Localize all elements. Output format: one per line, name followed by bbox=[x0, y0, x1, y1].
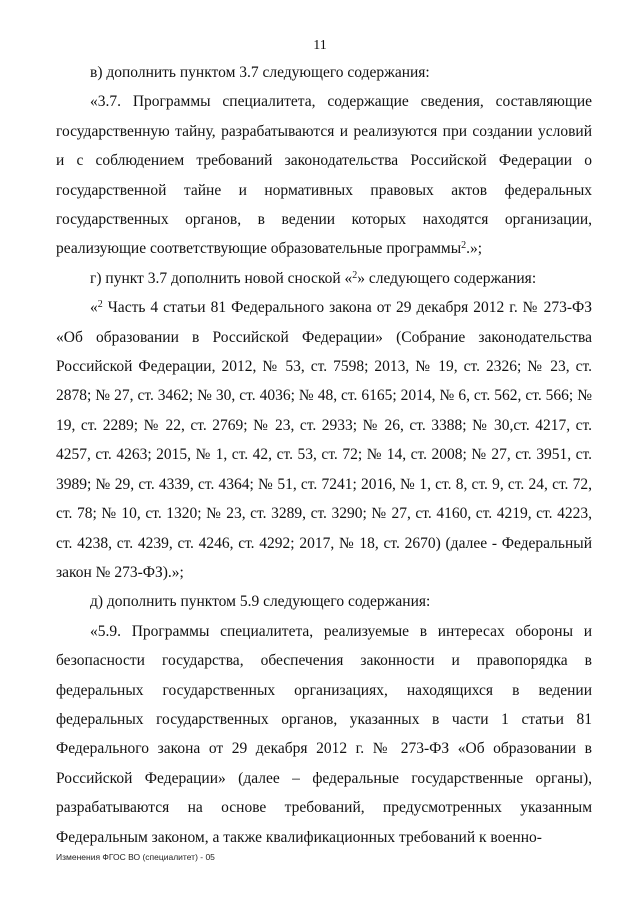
page-number: 11 bbox=[313, 38, 327, 53]
footnote-ref: 2 bbox=[97, 299, 103, 311]
paragraph-5-9: «5.9. Программы специалитета, реализуемые в интересах обороны и безопасности государства, обеспечения законности и правопорядка в федеральных государственных организациях, находящихся в ведении федеральных государственных органов, указанных в части 1 статьи 81 Федерального закона от 29 декабря 2012 г. № 273-ФЗ «Об образовании в Российской Федерации» (далее – федеральные государственные органы), разрабатываются на основе требований, предусмотренных указанным Федеральным законом, а также квалификационных требований к военно- bbox=[56, 622, 592, 846]
footnote-ref: 2 bbox=[352, 269, 358, 281]
page-footer: Изменения ФГОС ВО (специалитет) - 05 bbox=[56, 852, 215, 862]
footnote-ref: 2 bbox=[461, 240, 467, 252]
paragraph-footnote-2: «$^2$ Часть 4 статьи 81 Федерального закона от 29 декабря 2012 г. № 273-ФЗ «Об образовании в Российской Федерации» (Собрание законодательства Российской Федерации, 2012, № 53, ст. 7598; 2013, № 19, ст. 2326; № 23, ст. 2878; № 27, ст. 3462; № 30, ст. 4036; № 48, ст. 6165; 2014, № 6, ст. 562, ст. 566; № 19, ст. 2289; № 22, ст. 2769; № 23, ст. 2933; № 26, ст. 3388; № 30,ст. 4217, ст. 4257, ст. 4263; 2015, № 1, ст. 42, ст. 53, ст. 72; № 14, ст. 2008; № 27, ст. 3951, ст. 3989; № 29, ст. 4339, ст. 4364; № 51, ст. 7241; 2016, № 1, ст. 8, ст. 9, ст. 24, ст. 72, ст. 78; № 10, ст. 1320; № 23, ст. 3289, ст. 3290; № 27, ст. 4160, ст. 4219, ст. 4223, ст. 4238, ст. 4239, ст. 4246, ст. 4292; 2017, № 18, ст. 2670) (далее - Федеральный закон № 273-ФЗ).»; bbox=[56, 299, 592, 581]
paragraph-d: д) дополнить пунктом 5.9 следующего содержания: bbox=[90, 593, 431, 611]
paragraph-v: в) дополнить пунктом 3.7 следующего содержания: bbox=[90, 64, 430, 81]
paragraph-g: г) пункт 3.7 дополнить новой сноской «$^2$» следующего содержания: bbox=[90, 269, 537, 287]
document-body bbox=[56, 58, 592, 852]
paragraph-3-7: «3.7. Программы специалитета, содержащие сведения, составляющие государственную тайну, разрабатываются и реализуются при создании условий и с соблюдением требований законодательства Российской Федерации о государственной тайне и нормативных правовых актов федеральных государственных органов, в ведении которых находятся организации, реализующие соответствующие образовательные программы$^2$.»; bbox=[56, 93, 592, 258]
